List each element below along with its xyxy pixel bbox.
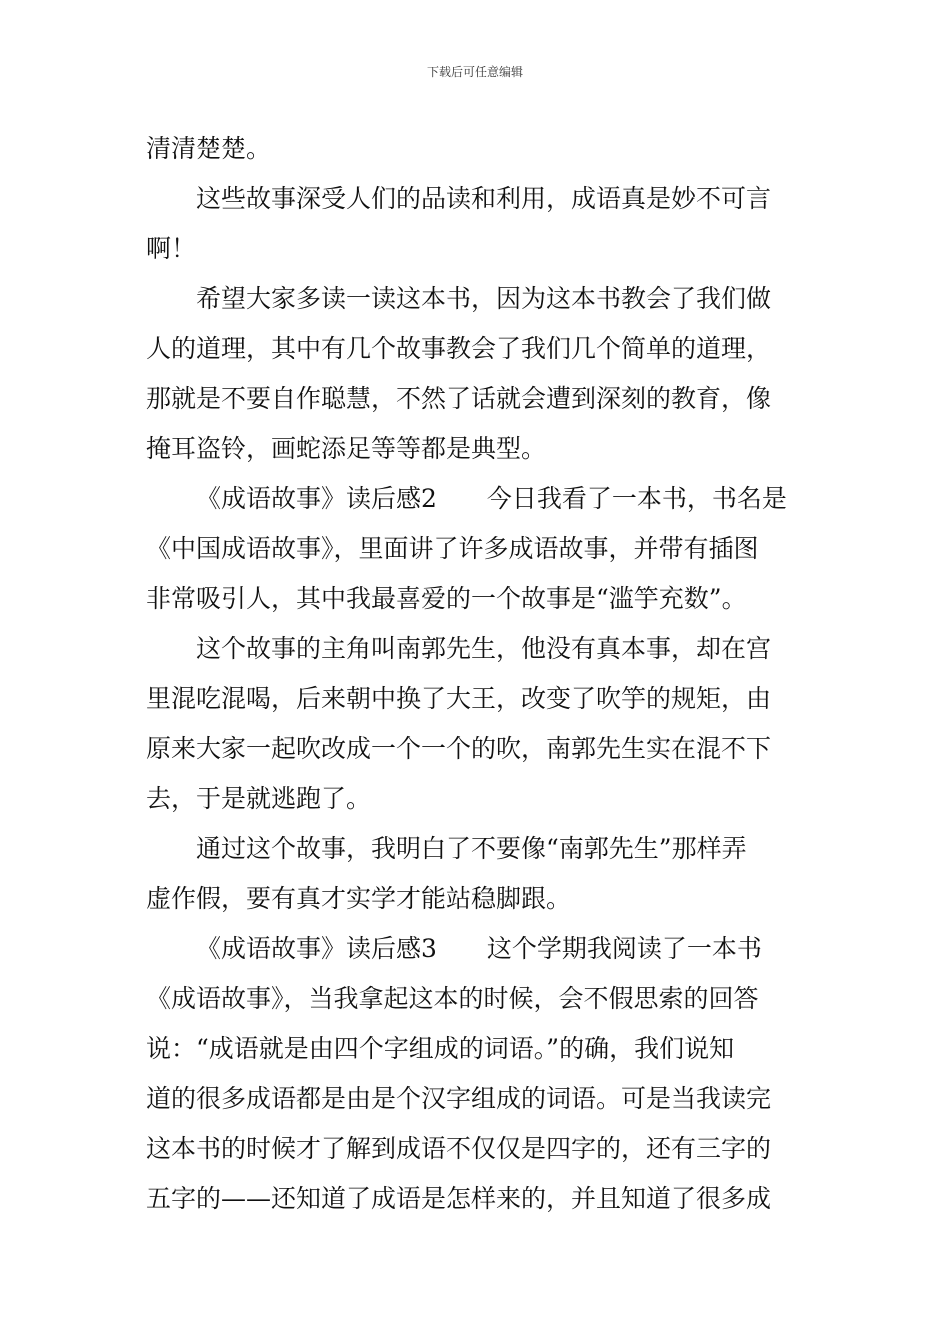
text-line: 清清楚楚。 (146, 134, 272, 163)
paragraph (146, 624, 808, 824)
text-line: 《成语故事》读后感2 今日我看了一本书，书名是 (196, 484, 787, 513)
paragraph (146, 824, 808, 924)
text-line: 人的道理，其中有几个故事教会了我们几个简单的道理， (146, 334, 772, 363)
text-line: 非常吸引人，其中我最喜爱的一个故事是“滥竽充数”。 (146, 584, 747, 613)
text-line: 那就是不要自作聪慧，不然了话就会遭到深刻的教育，像 (146, 384, 772, 413)
paragraph (146, 124, 808, 174)
document-body (146, 124, 808, 1224)
paragraph (146, 924, 808, 1224)
text-line: 希望大家多读一读这本书，因为这本书教会了我们做 (196, 284, 772, 313)
text-line: 掩耳盗铃，画蛇添足等等都是典型。 (146, 434, 547, 463)
text-line: 《成语故事》读后感3 这个学期我阅读了一本书 (196, 934, 762, 963)
text-line: 虚作假，要有真才实学才能站稳脚跟。 (146, 884, 572, 913)
paragraph (146, 174, 808, 274)
paragraph (146, 274, 808, 474)
text-line: 去，于是就逃跑了。 (146, 784, 372, 813)
text-line: 通过这个故事，我明白了不要像“南郭先生”那样弄 (196, 834, 747, 863)
text-line: 原来大家一起吹改成一个一个的吹，南郭先生实在混不下 (146, 734, 772, 763)
text-line: 五字的——还知道了成语是怎样来的，并且知道了很多成 (146, 1184, 772, 1213)
text-line: 啊！ (146, 234, 197, 263)
text-line: 说：“成语就是由四个字组成的词语。”的确，我们说知 (146, 1034, 735, 1063)
text-line: 这个故事的主角叫南郭先生，他没有真本事，却在宫 (196, 634, 772, 663)
paragraph (146, 474, 808, 624)
text-line: 这本书的时候才了解到成语不仅仅是四字的，还有三字的 (146, 1134, 772, 1163)
text-line: 里混吃混喝，后来朝中换了大王，改变了吹竽的规矩，由 (146, 684, 772, 713)
text-line: 道的很多成语都是由是个汉字组成的词语。可是当我读完 (146, 1084, 772, 1113)
page-header: 下载后可任意编辑 (426, 65, 523, 79)
text-line: 《成语故事》，当我拿起这本的时候，会不假思索的回答 (146, 984, 759, 1013)
text-line: 这些故事深受人们的品读和利用，成语真是妙不可言 (196, 184, 772, 213)
text-line: 《中国成语故事》，里面讲了许多成语故事，并带有插图 (146, 534, 759, 563)
